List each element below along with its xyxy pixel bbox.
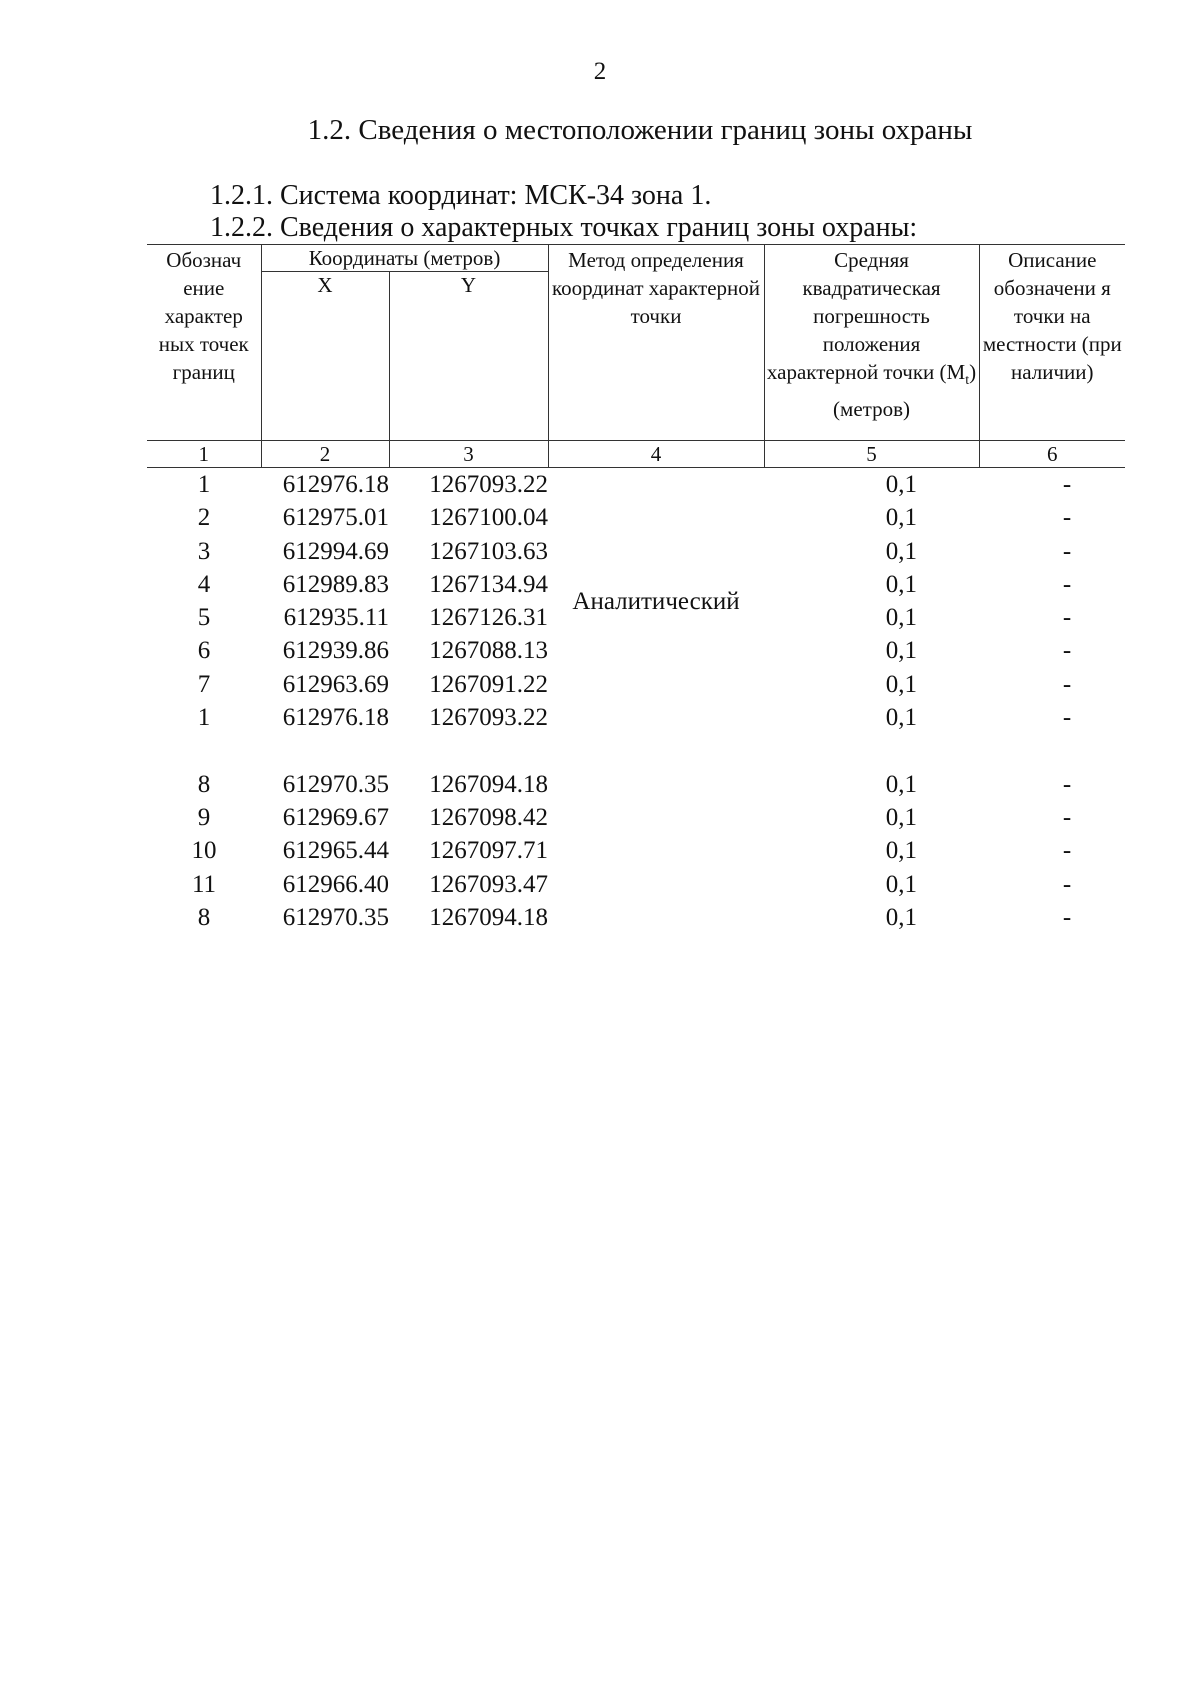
point-description: - (1062, 570, 1072, 598)
coord-y: 1267091.22 (429, 670, 549, 698)
header-y: Y (389, 272, 548, 441)
point-number: 7 (197, 670, 211, 698)
point-number: 2 (197, 504, 211, 532)
coord-y: 1267098.42 (429, 803, 549, 831)
mean-error: 0,1 (885, 770, 918, 798)
point-description: - (1062, 803, 1072, 831)
coord-y: 1267093.47 (429, 870, 549, 898)
mean-error: 0,1 (885, 504, 918, 532)
point-number: 3 (197, 537, 211, 565)
coord-x: 612935.11 (283, 604, 389, 632)
coord-x: 612970.35 (282, 903, 389, 931)
mean-error: 0,1 (885, 670, 918, 698)
mean-error: 0,1 (885, 570, 918, 598)
coord-x: 612989.83 (282, 570, 389, 598)
point-number: 11 (191, 870, 217, 898)
header-x: X (261, 272, 389, 441)
point-description: - (1062, 837, 1072, 865)
point-number: 4 (197, 570, 211, 598)
point-description: - (1062, 870, 1072, 898)
point-description: - (1062, 537, 1072, 565)
point-number: 1 (197, 471, 211, 498)
column-number: 2 (261, 441, 389, 468)
coord-y: 1267093.22 (429, 704, 549, 732)
point-description: - (1062, 504, 1072, 532)
page-number: 2 (593, 58, 607, 85)
column-number-row (147, 441, 1125, 468)
spacer-row (147, 734, 1125, 767)
point-number: 8 (197, 903, 211, 931)
coord-y: 1267103.63 (429, 537, 549, 565)
coord-y: 1267088.13 (429, 637, 549, 665)
boundary-points-table (147, 244, 1125, 934)
coord-x: 612965.44 (282, 837, 389, 865)
section-title: 1.2. Сведения о местоположении границ зоны охраны (307, 114, 973, 146)
point-description: - (1062, 670, 1072, 698)
column-number: 6 (979, 441, 1125, 468)
mean-error: 0,1 (885, 803, 918, 831)
coordinate-system-line: 1.2.1. Система координат: МСК-34 зона 1. (210, 180, 712, 211)
point-description: - (1062, 637, 1072, 665)
coord-x: 612970.35 (282, 770, 389, 798)
mean-error: 0,1 (885, 704, 918, 732)
header-point-designation: Обознач ение характер ных точек границ (147, 245, 261, 441)
point-description: - (1062, 704, 1072, 732)
mean-error: 0,1 (885, 903, 918, 931)
coord-x: 612966.40 (282, 870, 389, 898)
coord-x: 612976.18 (282, 704, 389, 732)
mean-error: 0,1 (885, 537, 918, 565)
header-mean-error: Средняя квадратическая погрешность положения характерной точки $(M_t)$ (метров) (764, 245, 979, 441)
coord-x: 612976.18 (282, 471, 389, 498)
mean-error: 0,1 (885, 837, 918, 865)
coord-y: 1267093.22 (429, 471, 549, 498)
points-heading: 1.2.2. Сведения о характерных точках границ зоны охраны: (210, 212, 918, 243)
column-number: 1 (147, 441, 261, 468)
table-row (147, 901, 1125, 934)
table-row (147, 834, 1125, 867)
coord-x: 612969.67 (282, 803, 389, 831)
coord-y: 1267100.04 (429, 504, 549, 532)
coord-x: 612939.86 (282, 637, 389, 665)
point-description: - (1062, 604, 1072, 632)
coord-y: 1267134.94 (429, 570, 549, 598)
point-number: 5 (197, 604, 211, 632)
mean-error: 0,1 (885, 870, 918, 898)
coord-y: 1267094.18 (429, 903, 549, 931)
method-value: Аналитический (572, 587, 740, 615)
coord-x: 612994.69 (282, 537, 389, 565)
coord-y: 1267094.18 (429, 770, 549, 798)
table-row (147, 468, 1125, 502)
mean-error: 0,1 (885, 604, 918, 632)
point-description: - (1062, 471, 1072, 498)
point-number: 8 (197, 770, 211, 798)
column-number: 4 (548, 441, 764, 468)
point-number: 1 (197, 704, 211, 732)
point-number: 9 (197, 803, 211, 831)
point-number: 6 (197, 637, 211, 665)
coord-y: 1267126.31 (429, 604, 549, 632)
header-description: Описание обозначени я точки на местности (при наличии) (979, 245, 1125, 441)
mean-error: 0,1 (885, 471, 918, 498)
point-number: 10 (191, 837, 217, 865)
column-number: 5 (764, 441, 979, 468)
column-number: 3 (389, 441, 548, 468)
mean-error: 0,1 (885, 637, 918, 665)
coord-y: 1267097.71 (429, 837, 549, 865)
table-row (147, 768, 1125, 801)
point-description: - (1062, 903, 1072, 931)
coord-x: 612975.01 (282, 504, 389, 532)
header-coordinates: Координаты (метров) (261, 245, 548, 272)
header-method: Метод определения координат характерной точки (548, 245, 764, 441)
table-row (147, 868, 1125, 901)
coord-x: 612963.69 (282, 670, 389, 698)
point-description: - (1062, 770, 1072, 798)
table-row (147, 801, 1125, 834)
